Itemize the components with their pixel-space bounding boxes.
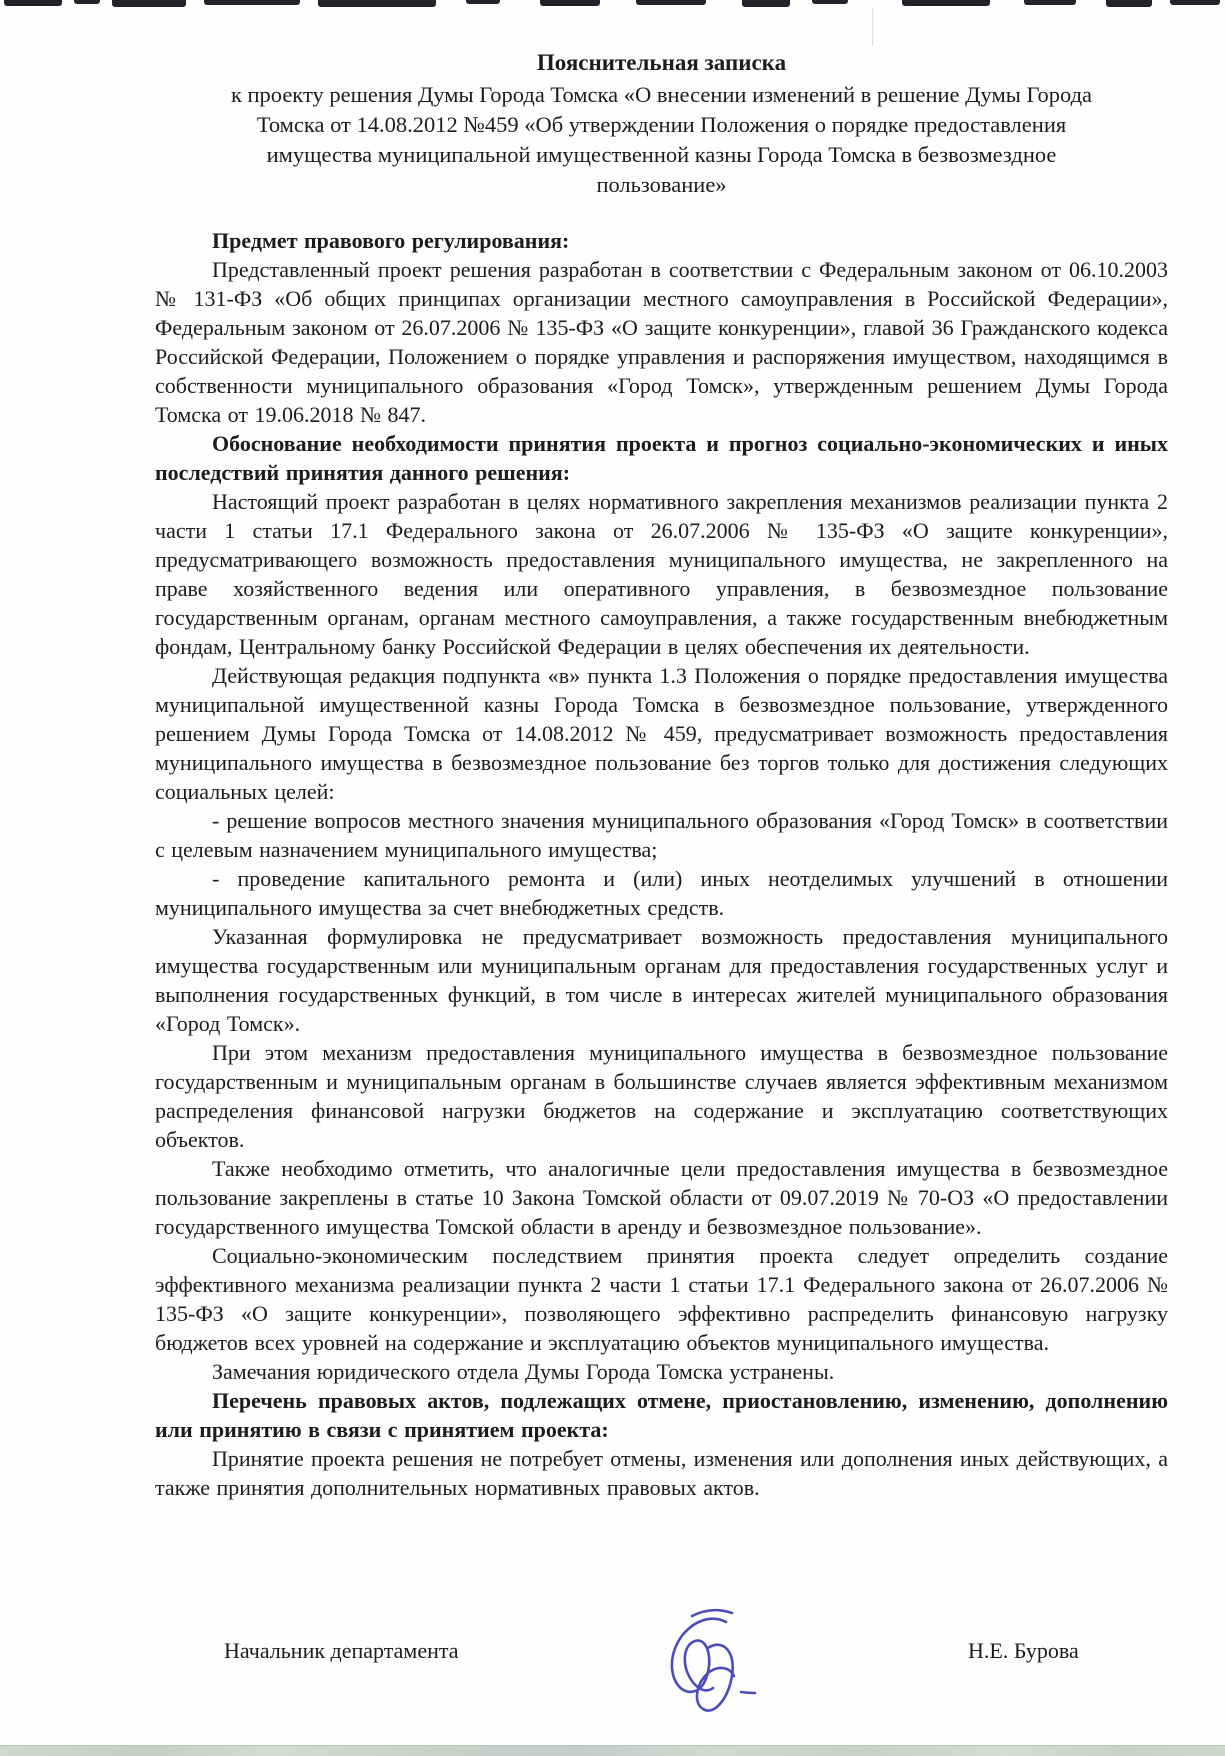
document-body — [155, 226, 1168, 1502]
scan-artifact-vertical-line — [872, 8, 873, 46]
document-title: Пояснительная записка — [536, 50, 787, 75]
list-item-capital-repair: - проведение капитального ремонта и (или) иных неотделимых улучшений в отношении муниципального имущества за счет внебюджетных средств. — [155, 866, 1168, 920]
paragraph-remarks-resolved: Замечания юридического отдела Думы Города Томска устранены. — [212, 1359, 835, 1384]
paragraph-project-purpose: Настоящий проект разработан в целях нормативного закрепления механизмов реализации пункта 2 части 1 статьи 17.1 Федерального закона от 26.07.2006 № 135-ФЗ «О защите конкуренции», предусматривающего возможность предоставления муниципального имущества, не закрепленного на праве хозяйственного ведения или оперативного управления, в безвозмездное пользование государственным органам, органам местного самоуправления, а также государственным внебюджетным фондам, Центральному банку Российской Федерации в целях обеспечения их деятельности. — [155, 489, 1168, 659]
paragraph-current-wording: Действующая редакция подпункта «в» пункта 1.3 Положения о порядке предоставления имущества муниципальной имущественной казны Города Томска в безвозмездное пользование, утвержденного решением Думы Города Томска от 14.08.2012 № 459, предусматривает возможность предоставления муниципального имущества в безвозмездное пользование без торгов только для достижения следующих социальных целей: — [155, 663, 1168, 804]
signature-scribble — [638, 1600, 778, 1735]
section-heading-acts-list: Перечень правовых актов, подлежащих отмене, приостановлению, изменению, дополнению или принятию в связи с принятием проекта: — [155, 1388, 1168, 1442]
section-heading-subject: Предмет правового регулирования: — [212, 228, 570, 253]
paragraph-legal-basis: Представленный проект решения разработан в соответствии с Федеральным законом от 06.10.2003 № 131-ФЗ «Об общих принципах организации местного самоуправления в Российской Федерации», Федеральным законом от 26.07.2006 № 135-ФЗ «О защите конкуренции», главой 36 Гражданского кодекса Российской Федерации, Положением о порядке управления и распоряжения имуществом, находящимся в собственности муниципального образования «Город Томск», утвержденным решением Думы Города Томска от 19.06.2018 № 847. — [155, 257, 1168, 427]
list-item-local-issues: - решение вопросов местного значения муниципального образования «Город Томск» в соответствии с целевым назначением муниципального имущества; — [155, 808, 1168, 862]
paragraph-wording-limitation: Указанная формулировка не предусматривает возможность предоставления муниципального имущества государственным или муниципальным органам для предоставления государственных услуг и выполнения государственных функций, в том числе в интересах жителей муниципального образования «Город Томск». — [155, 924, 1168, 1036]
paragraph-regional-law-analogy: Также необходимо отметить, что аналогичные цели предоставления имущества в безвозмездное пользование закреплены в статье 10 Закона Томской области от 09.07.2019 № 70-ОЗ «О предоставлении государственного имущества Томской области в аренду и безвозмездное пользование». — [155, 1156, 1168, 1239]
scan-artifact-top-edge — [0, 0, 1225, 10]
paragraph-no-acts-required: Принятие проекта решения не потребует отмены, изменения или дополнения иных действующих, а также принятия дополнительных нормативных правовых актов. — [155, 1446, 1168, 1500]
signer-name: Н.Е. Бурова — [968, 1638, 1079, 1663]
paragraph-socioeconomic-effect: Социально-экономическим последствием принятия проекта следует определить создание эффективного механизма реализации пункта 2 части 1 статьи 17.1 Федерального закона от 26.07.2006 № 135-ФЗ «О защите конкуренции», позволяющего эффективно распределить финансовую нагрузку бюджетов всех уровней на содержание и эксплуатацию объектов муниципального имущества. — [155, 1243, 1168, 1355]
section-heading-justification: Обоснование необходимости принятия проекта и прогноз социально-экономических и иных последствий принятия данного решения: — [155, 431, 1168, 485]
scan-artifact-bottom-edge — [0, 1745, 1225, 1756]
paragraph-mechanism-efficiency: При этом механизм предоставления муниципального имущества в безвозмездное пользование государственным и муниципальным органам в большинстве случаев является эффективным механизмом распределения финансовой нагрузки бюджетов на содержание и эксплуатацию соответствующих объектов. — [155, 1040, 1168, 1152]
document-subtitle: к проекту решения Думы Города Томска «О внесении изменений в решение Думы Города Томска от 14.08.2012 №459 «Об утверждении Положения о порядке предоставления имущества муниципальной имущественной казны Города Томска в безвозмездное пользование» — [230, 82, 1093, 197]
signer-position-label: Начальник департамента — [224, 1638, 459, 1663]
document-content — [155, 48, 1168, 1502]
